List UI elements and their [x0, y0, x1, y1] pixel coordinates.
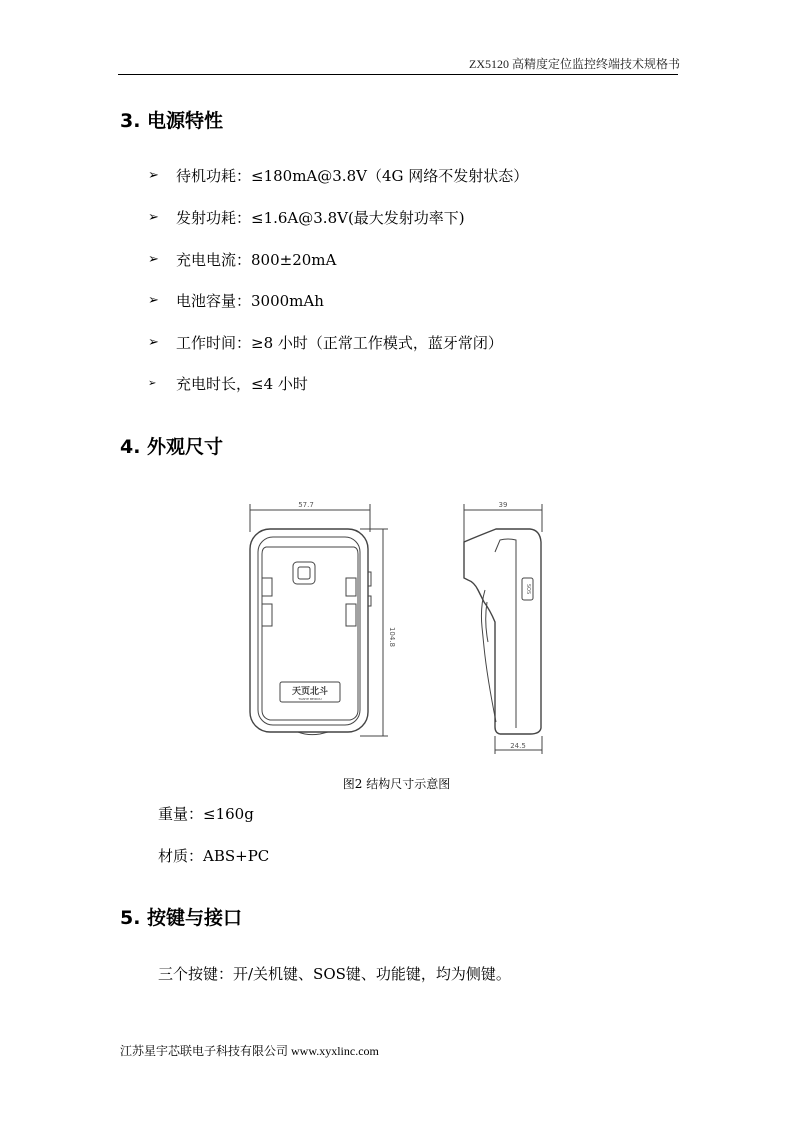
section-3-heading: 3. 电源特性 — [120, 110, 224, 132]
material-text: 材质：ABS+PC — [158, 847, 270, 865]
section-4-heading: 4. 外观尺寸 — [120, 436, 224, 458]
dimension-width: 57.7 — [298, 501, 314, 509]
logo-text: 天页北斗 — [291, 687, 329, 697]
header-title: ZX5120 高精度定位监控终端技术规格书 — [469, 57, 680, 71]
dimension-depth-bottom: 24.5 — [510, 742, 526, 750]
arrow-icon: ➢ — [148, 378, 157, 389]
arrow-icon: ➢ — [148, 168, 159, 183]
list-item: ➢ 充电时长，≤4 小时 — [148, 375, 308, 393]
header-rule — [118, 74, 678, 75]
figure-caption: 图2 结构尺寸示意图 — [342, 777, 451, 791]
arrow-icon: ➢ — [148, 293, 159, 308]
side-button-label: SOS — [525, 583, 531, 595]
buttons-description: 三个按键：开/关机键、SOS键、功能键，均为侧键。 — [158, 965, 511, 983]
section-5-heading: 5. 按键与接口 — [120, 907, 243, 929]
weight-text: 重量：≤160g — [158, 805, 254, 823]
list-item: ➢ 充电电流：800±20mA — [148, 251, 337, 269]
dimension-depth: 39 — [498, 501, 508, 509]
list-item: ➢ 发射功耗：≤1.6A@3.8V(最大发射功率下) — [148, 209, 465, 227]
list-item: ➢ 待机功耗：≤180mA@3.8V（4G 网络不发射状态） — [148, 167, 529, 185]
arrow-icon: ➢ — [148, 252, 159, 267]
arrow-icon: ➢ — [148, 335, 159, 350]
arrow-icon: ➢ — [148, 210, 159, 225]
dimension-height: 104.8 — [388, 626, 396, 648]
dimension-drawing — [238, 492, 558, 764]
logo-subtext: TIANYE BEIDOU — [298, 697, 322, 701]
footer-text: 江苏星宇芯联电子科技有限公司 www.xyxlinc.com — [120, 1044, 379, 1058]
list-item: ➢ 电池容量：3000mAh — [148, 292, 324, 310]
list-item: ➢ 工作时间：≥8 小时（正常工作模式，蓝牙常闭） — [148, 334, 503, 352]
